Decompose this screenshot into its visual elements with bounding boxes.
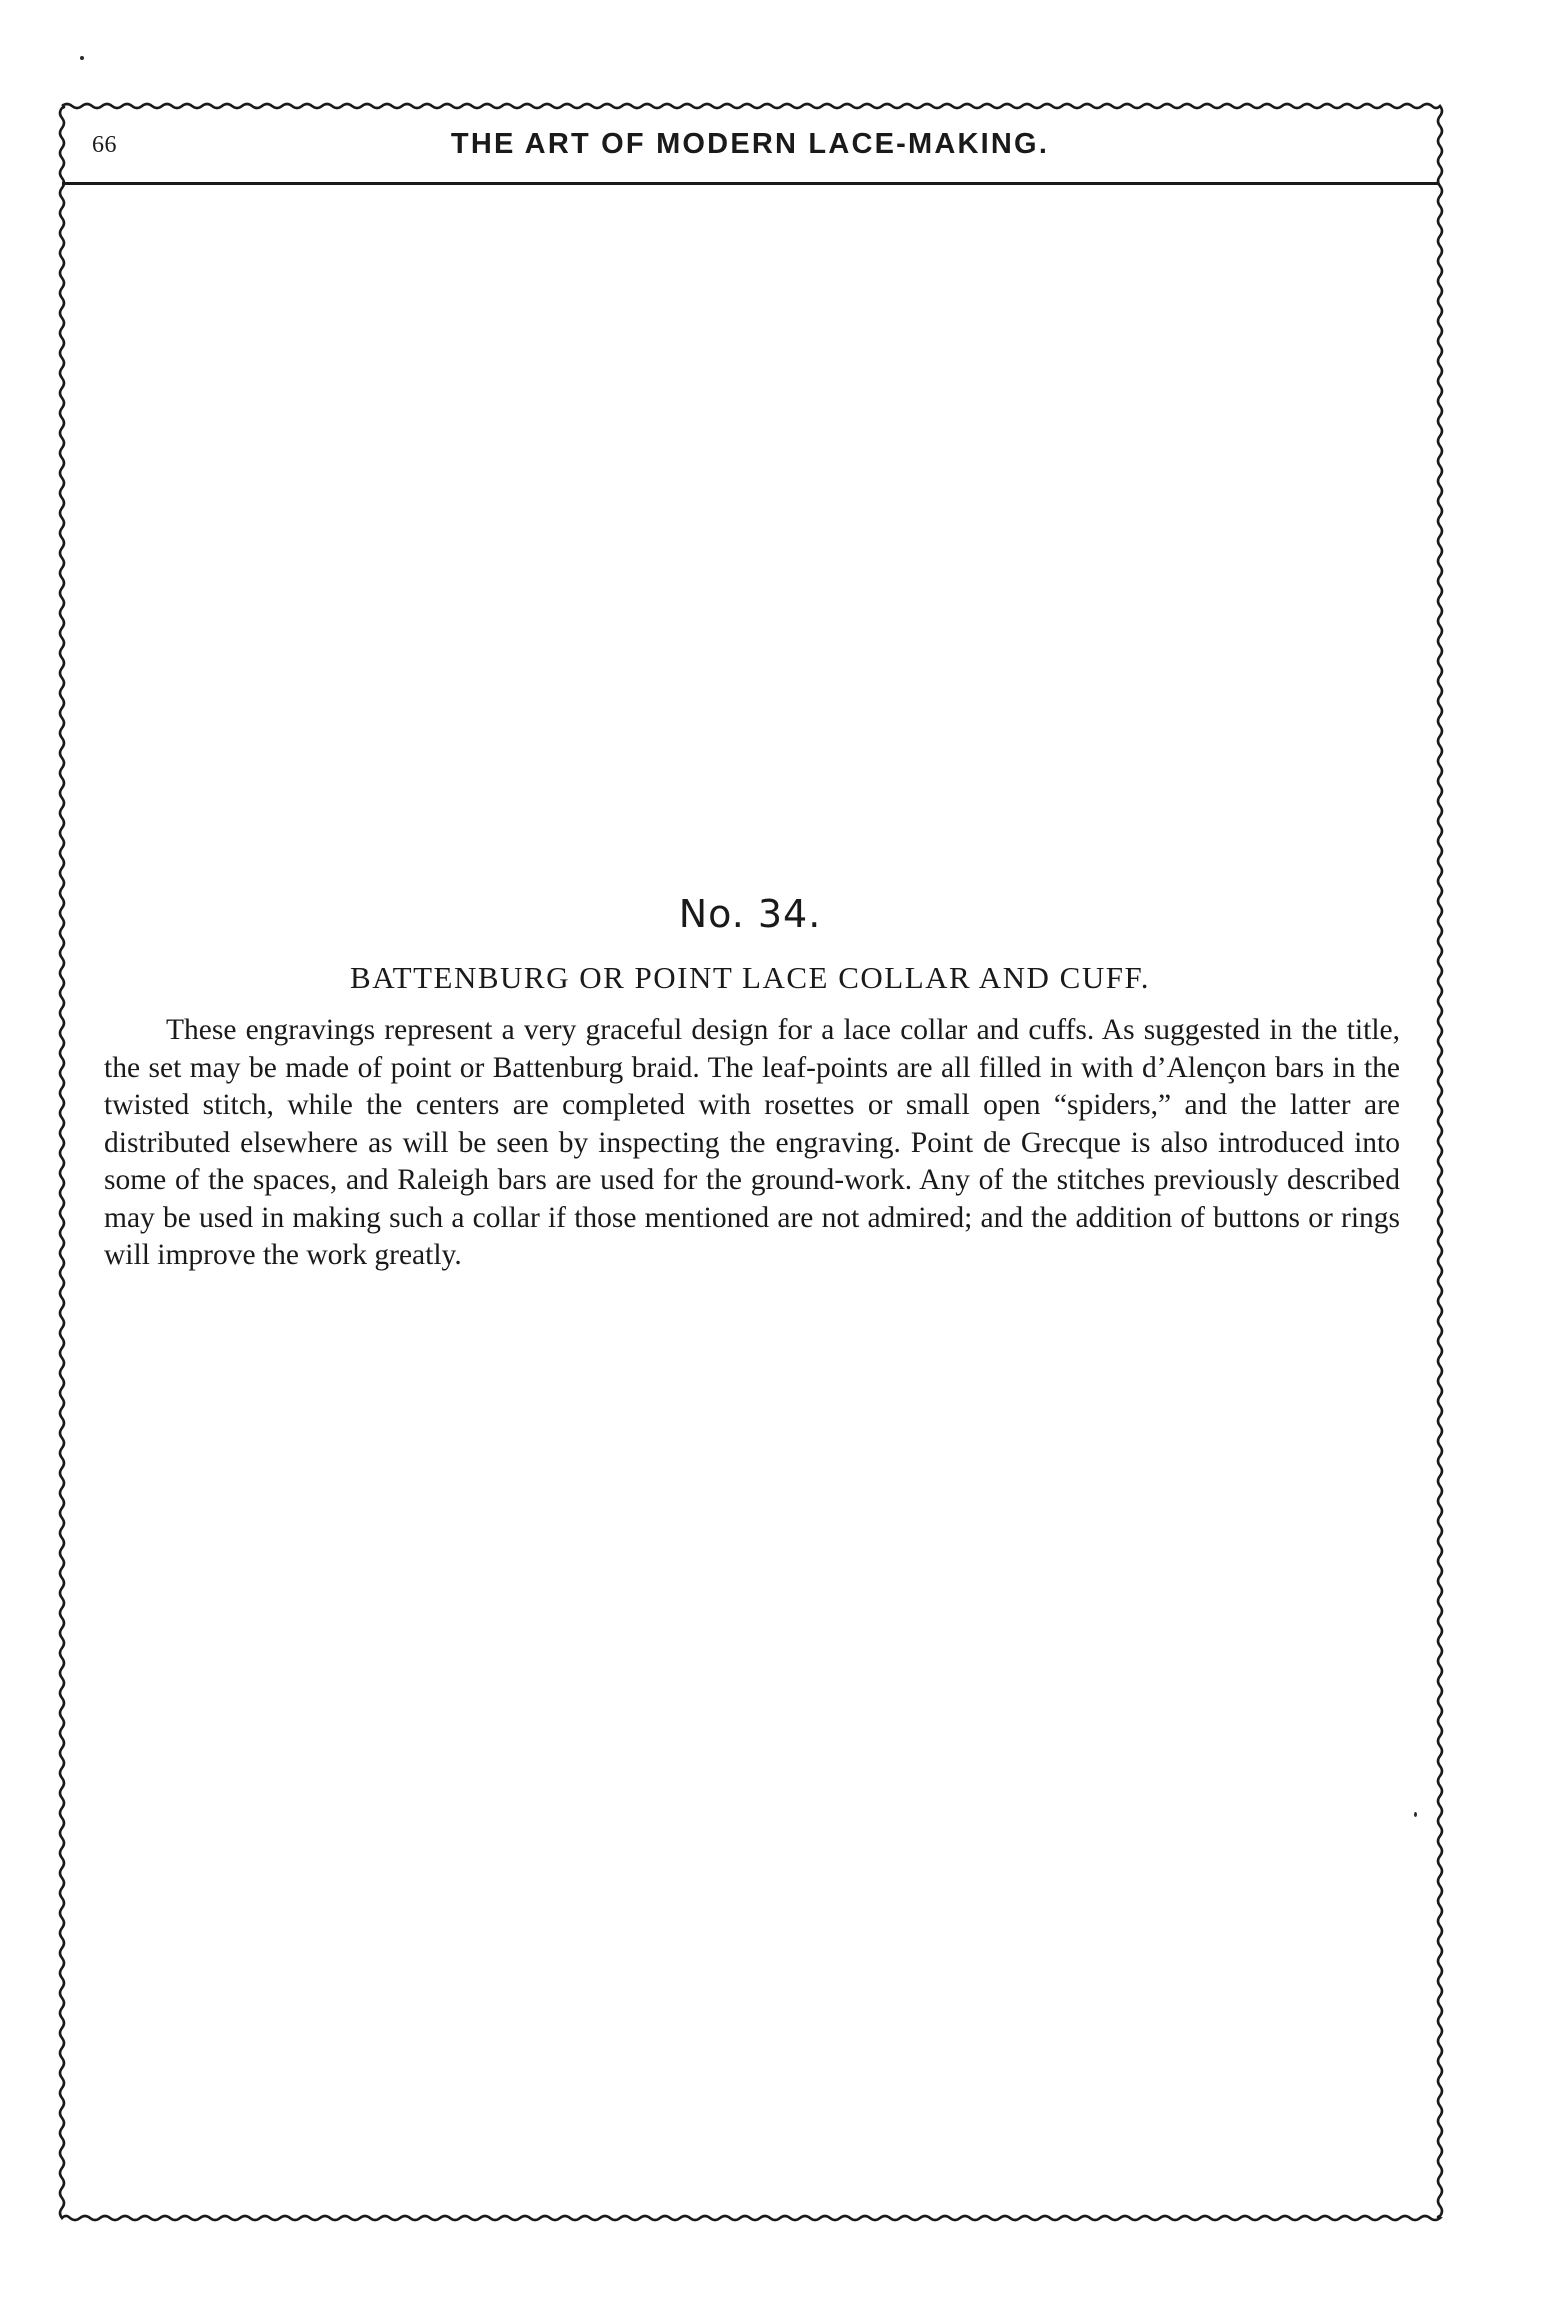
header-rule	[62, 182, 1438, 185]
running-title: THE ART OF MODERN LACE-MAKING.	[450, 128, 1050, 160]
page-number: 66	[92, 132, 117, 158]
ink-speck	[1414, 1812, 1417, 1817]
ink-speck	[80, 56, 84, 60]
article-body: These engravings represent a very graceful design for a lace collar and cuffs. As suggested in the title, the set may be made of point or Battenburg braid. The leaf-points are all filled in with d’Alençon bars in the twisted stitch, while the centers are completed with rosettes or small open “spiders,” and the latter are distributed elsewhere as will be seen by inspecting the engraving. Point de Grecque is also introduced into some of the spaces, and Raleigh bars are used for the ground-work. Any of the stitches previously described may be used in making such a collar if those mentioned are not admired; and the addition of buttons or rings will improve the work greatly.	[104, 1014, 1400, 1271]
article-number: No. 34.	[678, 892, 822, 936]
article-title: BATTENBURG OR POINT LACE COLLAR AND CUFF.	[350, 960, 1150, 995]
